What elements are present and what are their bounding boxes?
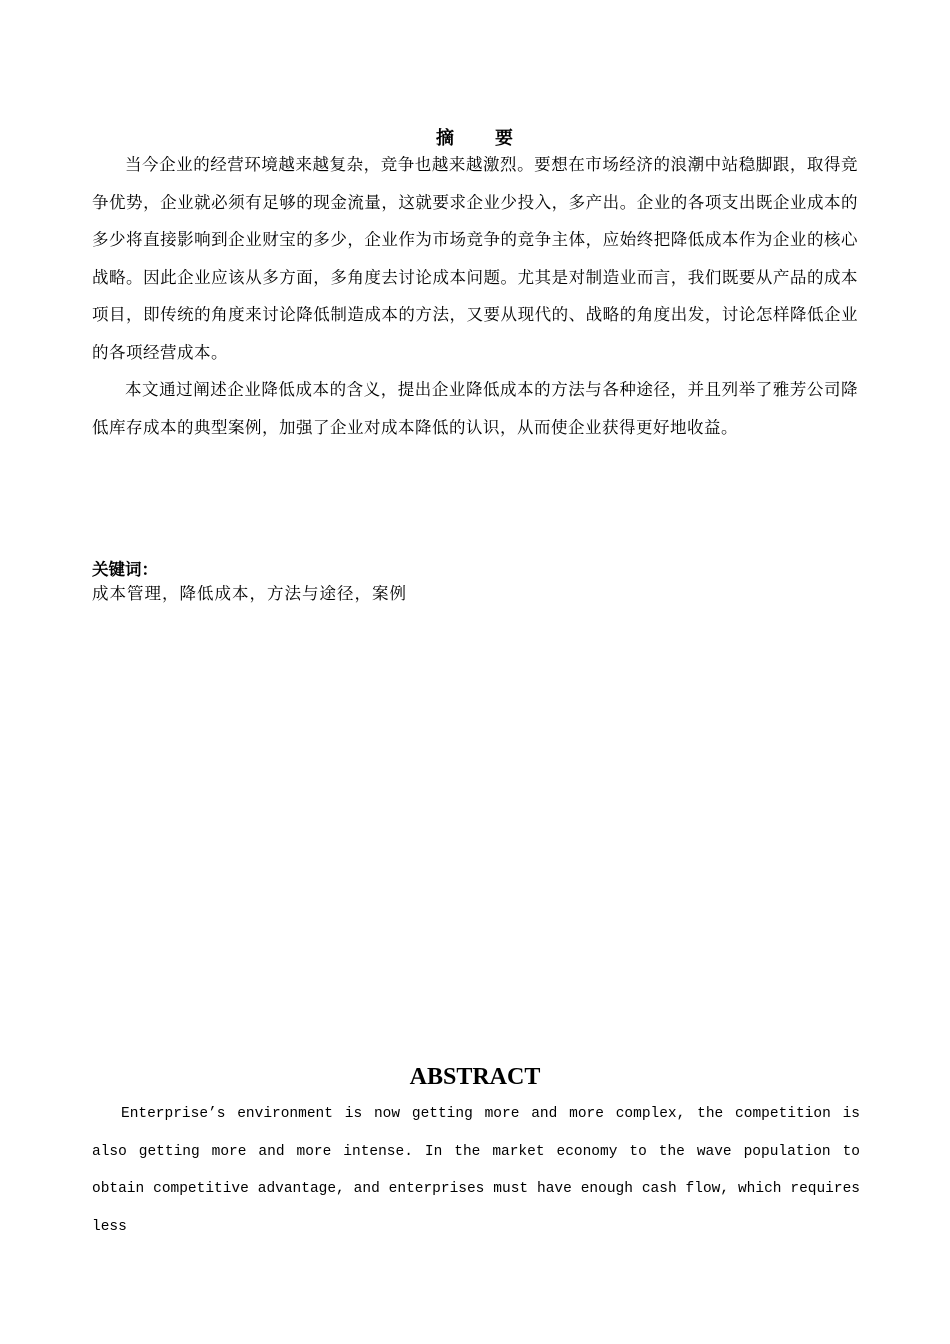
- title-char-2: 要: [495, 128, 514, 149]
- keywords-label: 关键词：: [92, 560, 158, 579]
- keywords-text: 成本管理，降低成本，方法与途径，案例: [92, 584, 407, 603]
- chinese-abstract-paragraph-2: 本文通过阐述企业降低成本的含义，提出企业降低成本的方法与各种途径，并且列举了雅芳公司降低库存成本的典型案例，加强了企业对成本降低的认识，从而使企业获得更好地收益。: [92, 380, 858, 437]
- chinese-abstract-paragraph-1: 当今企业的经营环境越来越复杂，竞争也越来越激烈。要想在市场经济的浪潮中站稳脚跟，取得竞争优势，企业就必须有足够的现金流量，这就要求企业少投入，多产出。企业的各项支出既企业成本的多少将直接影响到企业财宝的多少，企业作为市场竞争的竞争主体，应始终把降低成本作为企业的核心战略。因此企业应该从多方面，多角度去讨论成本问题。尤其是对制造业而言，我们既要从产品的成本项目，即传统的角度来讨论降低制造成本的方法，又要从现代的、战略的角度出发，讨论怎样降低企业的各项经营成本。: [92, 155, 858, 362]
- title-char-1: 摘: [436, 128, 455, 149]
- english-abstract-title: ABSTRACT: [409, 1064, 541, 1090]
- english-abstract-paragraph: Enterprise’s environment is now getting more and more complex, the competition is also getting more and more intense. In the market economy to the wave population to obtain competitive advantage, and enterprises must have enough cash flow, which requires less: [92, 1106, 860, 1235]
- chinese-abstract-body: [92, 146, 858, 446]
- english-abstract-body: [92, 1096, 860, 1246]
